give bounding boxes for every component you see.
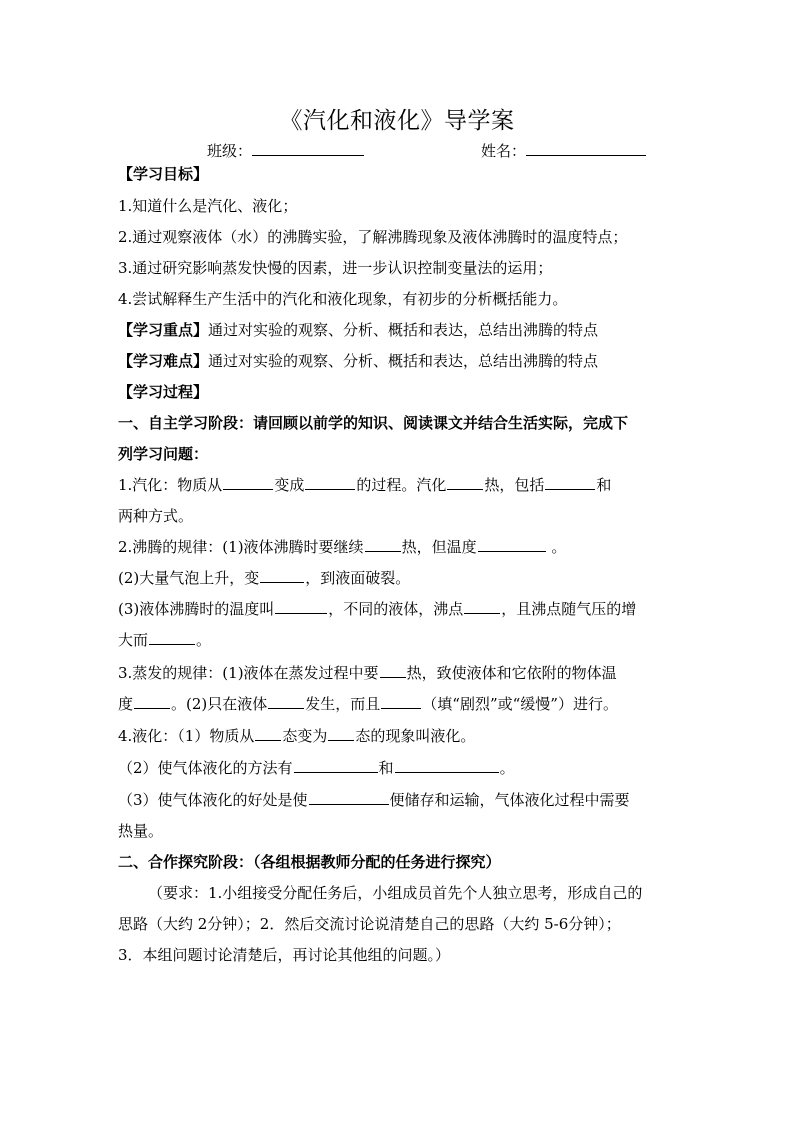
section2-requirements: （要求：1.小组接受分配任务后，小组成员首先个人独立思考，形成自己的: [148, 884, 643, 902]
question-1-cont: 两种方式。: [118, 507, 194, 525]
q4-3-blank[interactable]: [309, 790, 389, 805]
q1-blank-3[interactable]: [447, 475, 483, 490]
q4-2-text: 和: [378, 759, 394, 777]
question-4-2: [118, 758, 678, 778]
difficulty-label: 【学习难点】: [118, 352, 209, 370]
question-2-3-cont: [118, 630, 678, 650]
q1-text: 1.汽化：物质从: [118, 476, 223, 494]
q1-text: 热，包括: [484, 476, 545, 494]
q2-3-text: ，不同的液体，沸点: [328, 600, 464, 618]
q1-blank-2[interactable]: [305, 475, 355, 490]
q3-text: 度: [118, 695, 134, 713]
question-4-3-cont: 热量。: [118, 822, 164, 840]
goal-item: 3.通过研究影响蒸发快慢的因素，进一步认识控制变量法的运用；: [118, 259, 553, 277]
q4-2-text: 。: [499, 759, 515, 777]
q1-text: 和: [596, 476, 612, 494]
name-label: 姓名：: [481, 142, 527, 160]
q3-blank-2[interactable]: [134, 694, 170, 709]
focus-row: [118, 320, 678, 340]
question-2-3: [118, 599, 678, 619]
q4-text: 4.液化：（1）物质从: [118, 727, 255, 745]
goal-item: 2.通过观察液体（水）的沸腾实验，了解沸腾现象及液体沸腾时的温度特点；: [118, 228, 628, 246]
q4-text: 态变为: [282, 727, 328, 745]
q3-text: 发生，而且: [305, 695, 381, 713]
q4-blank-2[interactable]: [328, 726, 354, 741]
section2-requirements-cont: 3．本组问题讨论清楚后，再讨论其他组的问题。）: [118, 946, 451, 964]
q2-3-text: ，且沸点随气压的增: [501, 600, 637, 618]
focus-text: 通过对实验的观察、分析、概括和表达，总结出沸腾的特点: [208, 321, 599, 339]
q2-2-text: (2)大量气泡上升，变: [118, 569, 260, 587]
name-blank[interactable]: [526, 140, 646, 156]
q1-text: 的过程。汽化: [356, 476, 447, 494]
q4-3-text: （3）使气体液化的好处是使: [118, 791, 308, 809]
q2-text: 。: [546, 538, 567, 556]
q4-3-text: 便储存和运输，气体液化过程中需要: [389, 791, 630, 809]
question-2: [118, 537, 678, 557]
q2-text: 2.沸腾的规律：(1)液体沸腾时要继续: [118, 538, 364, 556]
process-header: 【学习过程】: [118, 383, 209, 401]
q3-text: 热，致使液体和它依附的物体温: [406, 664, 617, 682]
q2-3-text: 。: [196, 631, 212, 649]
q3-text: 3.蒸发的规律：(1)液体在蒸发过程中要: [118, 664, 379, 682]
class-field: [207, 140, 364, 161]
section2-heading: 二、合作探究阶段：（各组根据教师分配的任务进行探究）: [118, 853, 501, 871]
q2-3-blank-3[interactable]: [149, 630, 195, 645]
question-3-cont: [118, 694, 678, 714]
q4-2-text: （2）使气体液化的方法有: [118, 759, 293, 777]
goals-header: 【学习目标】: [118, 165, 209, 183]
q2-blank-2[interactable]: [478, 537, 546, 552]
class-label: 班级：: [207, 142, 253, 160]
goal-item: 4.尝试解释生产生活中的汽化和液化现象，有初步的分析概括能力。: [118, 290, 568, 308]
section2-requirements-cont: 思路（大约 2分钟）；2．然后交流讨论说清楚自己的思路（大约 5-6分钟）；: [118, 915, 621, 933]
q1-blank-1[interactable]: [223, 475, 273, 490]
q3-text: （填“剧烈”或“缓慢”）进行。: [422, 695, 618, 713]
question-4: [118, 726, 678, 746]
difficulty-row: [118, 351, 678, 371]
question-3: [118, 663, 678, 683]
name-field: [481, 140, 646, 161]
q3-blank-1[interactable]: [380, 663, 406, 678]
class-blank[interactable]: [252, 140, 364, 156]
section1-heading-cont: 列学习问题：: [118, 445, 209, 463]
focus-label: 【学习重点】: [118, 321, 209, 339]
q2-text: 热，但温度: [401, 538, 477, 556]
question-4-3: [118, 790, 678, 810]
q2-3-blank-1[interactable]: [275, 599, 327, 614]
q1-text: 变成: [274, 476, 305, 494]
question-2-2: [118, 568, 678, 588]
q4-text: 态的现象叫液化。: [355, 727, 476, 745]
q4-2-blank-1[interactable]: [294, 758, 378, 773]
q4-blank-1[interactable]: [255, 726, 281, 741]
q3-blank-3[interactable]: [268, 694, 304, 709]
difficulty-text: 通过对实验的观察、分析、概括和表达，总结出沸腾的特点: [208, 352, 599, 370]
page-title: 《汽化和液化》导学案: [279, 108, 515, 134]
goal-item: 1.知道什么是汽化、液化；: [118, 197, 298, 215]
q2-3-blank-2[interactable]: [464, 599, 500, 614]
q3-text: 。(2)只在液体: [171, 695, 268, 713]
q2-3-text: (3)液体沸腾时的温度叫: [118, 600, 275, 618]
section1-heading: 一、自主学习阶段：请回顾以前学的知识、阅读课文并结合生活实际，完成下: [118, 414, 629, 432]
q2-3-text: 大而: [118, 631, 149, 649]
q4-2-blank-2[interactable]: [395, 758, 499, 773]
q2-blank-1[interactable]: [365, 537, 401, 552]
q2-2-text: ，到液面破裂。: [305, 569, 411, 587]
q2-2-blank[interactable]: [260, 568, 304, 583]
question-1: [118, 475, 678, 495]
q1-blank-4[interactable]: [545, 475, 595, 490]
q3-blank-4[interactable]: [381, 694, 421, 709]
